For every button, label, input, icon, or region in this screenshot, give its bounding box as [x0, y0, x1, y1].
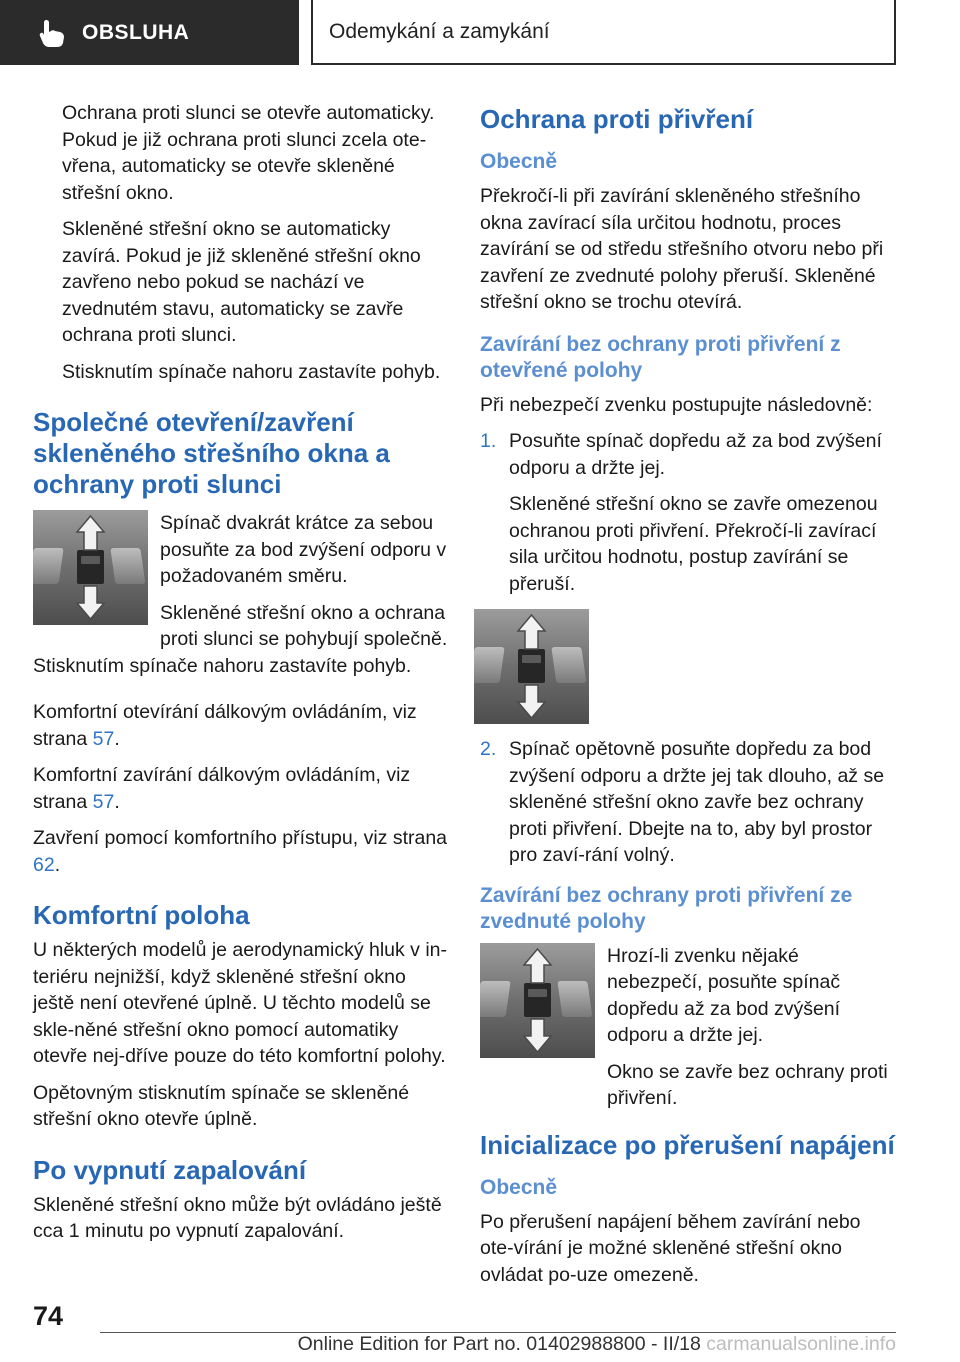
paragraph: Hrozí-li zvenku nějaké nebezpečí, posuňte spínač dopředu až za bod zvýšení odporu a držte jej. [607, 944, 841, 1046]
heading-after-ignition: Po vypnutí zapalování [33, 1154, 307, 1185]
switch-figure [474, 609, 589, 724]
paragraph: Skleněné střešní okno se zavře omezenou ochranou proti přivření. Překročí-li zavírací sila určitou hodnotu, postup zavírání se přeruší. [509, 493, 878, 595]
raised-figure-row [480, 943, 898, 1112]
hand-icon [38, 18, 66, 48]
paragraph: Skleněné střešní okno a ochrana proti slunci se pohybují společně. [160, 601, 448, 650]
list-item [480, 428, 898, 597]
page-link[interactable]: 57 [92, 790, 115, 813]
page-number: 74 [33, 1301, 64, 1331]
subheading-general: Obecně [480, 150, 558, 173]
heading-initialization: Inicializace po přerušení napájení [480, 1129, 895, 1160]
switch-figure [33, 510, 148, 625]
paragraph: Skleněné střešní okno se automaticky zavírá. Pokud je již skleněné střešní okno zavřeno nebo pokud se nachází ve zvednutém stavu, automaticky se zavře ochrana proti slunci. [62, 218, 421, 346]
paragraph: Posuňte spínač dopředu až za bod zvýšení odporu a držte jej. [509, 430, 882, 479]
subheading-close-from-raised: Zavírání bez ochrany proti přivření ze zvednuté polohy [480, 883, 853, 933]
chapter-title: Odemykání a zamykání [329, 19, 550, 43]
paragraph: Stisknutím spínače nahoru zastavíte pohyb. [33, 654, 412, 677]
switch-figure [480, 943, 595, 1058]
watermark: carmanualsonline.info [706, 1333, 896, 1355]
section-tab [0, 0, 299, 65]
paragraph: Spínač opětovně posuňte dopředu za bod zvýšení odporu a držte jej tak dlouho, až se skleněné střešní okno zavře bez ochrany proti přivření. Dbejte na to, aby byl prostor pro zaví‐rání volný. [509, 738, 885, 866]
paragraph: Skleněné střešní okno může být ovládáno ještě cca 1 minutu po vypnutí zapalování. [33, 1193, 442, 1242]
left-column [33, 100, 451, 1255]
paragraph: Ochrana proti slunci se otevře automaticky. Pokud je již ochrana proti slunci zcela ote‐vřena, automaticky se otevře skleněné střešní okno. [62, 102, 435, 204]
cross-reference: Zavření pomocí komfortního přístupu, viz strana 62. [33, 827, 448, 876]
subheading-close-from-open: Zavírání bez ochrany proti přivření z otevřené polohy [480, 332, 841, 382]
chapter-header [311, 0, 896, 65]
paragraph: Při nebezpečí zvenku postupujte následovně: [480, 393, 873, 416]
edition-note: Online Edition for Part no. 01402988800 - II/18 carmanualsonline.info [297, 1333, 896, 1355]
step-number: 1. [480, 430, 497, 452]
cross-reference: Komfortní zavírání dálkovým ovládáním, viz strana 57. [33, 764, 411, 813]
paragraph: Stisknutím spínače nahoru zastavíte pohyb. [62, 360, 441, 383]
paragraph: Spínač dvakrát krátce za sebou posuňte za bod zvýšení odporu v požadovaném směru. [160, 512, 447, 587]
paragraph: Opětovným stisknutím spínače se skleněné střešní okno otevře úplně. [33, 1081, 410, 1130]
heading-joint-operation: Společné otevření/zavření skleněného střešního okna a ochrany proti slunci [33, 407, 390, 499]
joint-figure-row [33, 510, 451, 653]
page-link[interactable]: 57 [92, 727, 115, 750]
subheading-general: Obecně [480, 1175, 558, 1199]
paragraph: U některých modelů je aerodynamický hluk v in‐teriéru nejnižší, když skleněné střešní okno ještě není otevřené úplně. U těchto modelů se skle‐něné střešní okno pomocí automatiky otevře nej‐dříve pouze do této komfortní polohy. [33, 939, 448, 1067]
heading-comfort-position: Komfortní poloha [33, 900, 250, 930]
section-title: OBSLUHA [82, 20, 190, 44]
cross-reference: Komfortní otevírání dálkovým ovládáním, viz strana 57. [33, 701, 417, 750]
heading-pinch-protection: Ochrana proti přivření [480, 104, 754, 134]
page-link[interactable]: 62 [33, 853, 55, 876]
paragraph: Překročí-li při zavírání skleněného střešního okna zavírací síla určitou hodnotu, proces zavírání se od středu střešního otvoru nebo při zavření ze zvednuté polohy přeruší. Skleněné střešní okno se trochu otevírá. [480, 185, 884, 313]
right-column [480, 104, 898, 1298]
list-item [480, 736, 898, 869]
step-number: 2. [480, 738, 497, 760]
paragraph: Po přerušení napájení během zavírání nebo ote‐vírání je možné skleněné střešní okno ovládat po‐uze omezeně. [480, 1210, 861, 1286]
paragraph: Okno se zavře bez ochrany proti přivření. [607, 1060, 888, 1109]
